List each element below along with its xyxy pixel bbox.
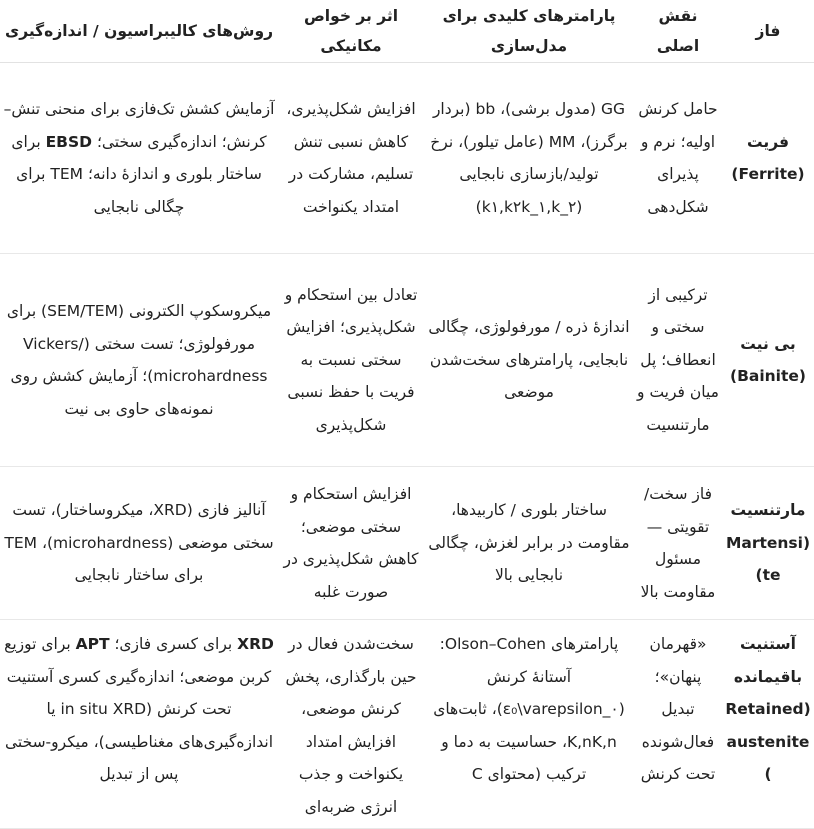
cell-params: ساختار بلوری / کاربیدها، مقاومت در برابر لغزش، چگالی نابجایی بالا — [424, 467, 634, 620]
header-row — [0, 0, 814, 63]
cell-calib: میکروسکوپ الکترونی (SEM/TEM) برای مورفولوژی؛ تست سختی (Vickers/ microhardness)؛ آزمایش کشش روی نمونه‌های حاوی بی نیت — [0, 254, 278, 467]
calib-bold-term: XRD — [237, 635, 274, 653]
header-role: نقش اصلی — [634, 0, 722, 63]
table-header — [0, 0, 814, 63]
cell-phase: مارتنسیت (Martensite) — [722, 467, 814, 620]
cell-calib: آنالیز فازی (XRD، میکروساختار)، تست سختی موضعی (microhardness)، TEM برای ساختار نابجایی — [0, 467, 278, 620]
calib-bold-term: APT — [75, 635, 110, 653]
cell-mech: افزایش استحکام و سختی موضعی؛ کاهش شکل‌پذیری در صورت غلبه — [278, 467, 424, 620]
table-row-ferrite — [0, 63, 814, 254]
cell-calib — [0, 63, 278, 254]
calib-text: آزمایش کشش تک‌فازی برای منحنی تنش–کرنش؛ اندازه‌گیری سختی؛ — [3, 100, 275, 151]
table-row-bainite — [0, 254, 814, 467]
header-calib: روش‌های کالیبراسیون / اندازه‌گیری — [0, 0, 278, 63]
calib-text: برای کسری فازی؛ — [109, 635, 238, 653]
header-params: پارامترهای کلیدی برای مدل‌سازی — [424, 0, 634, 63]
cell-mech: افزایش شکل‌پذیری، کاهش نسبی تنش تسلیم، مشارکت در امتداد یکنواخت — [278, 63, 424, 254]
cell-params: پارامترهای Olson–Cohen: آستانهٔ کرنش (ε₀\varepsilon_۰)، ثابت‌های K,nK,n، حساسیت به دما و ترکیب (محتوای C — [424, 620, 634, 829]
cell-params: اندازهٔ ذره / مورفولوژی، چگالی نابجایی، پارامترهای سخت‌شدن موضعی — [424, 254, 634, 467]
header-mech: اثر بر خواص مکانیکی — [278, 0, 424, 63]
cell-calib — [0, 620, 278, 829]
cell-mech: تعادل بین استحکام و شکل‌پذیری؛ افزایش سختی نسبت به فریت با حفظ نسبی شکل‌پذیری — [278, 254, 424, 467]
table-row-martensite — [0, 467, 814, 620]
cell-role: «قهرمان پنهان»؛ تبدیل فعال‌شونده تحت کرنش — [634, 620, 722, 829]
cell-phase: فریت (Ferrite) — [722, 63, 814, 254]
cell-params: GG (مدول برشی)، bb (بردار برگرز)، MM (عامل تیلور)، نرخ تولید/بازسازی نابجایی (k۱,k۲k_۱,k_۲) — [424, 63, 634, 254]
calib-text: برای توزیع کربن موضعی؛ اندازه‌گیری کسری آستنیت تحت کرنش (in situ XRD یا اندازه‌گیری‌های مغناطیسی)، میکرو-سختی پس از تبدیل — [4, 635, 274, 783]
cell-phase: بی نیت (Bainite) — [722, 254, 814, 467]
header-phase: فاز — [722, 0, 814, 63]
table-row-retained-austenite — [0, 620, 814, 829]
cell-role: فاز سخت/ تقویتی — مسئول مقاومت بالا — [634, 467, 722, 620]
cell-mech: سخت‌شدن فعال در حین بارگذاری، پخش کرنش موضعی، افزایش امتداد یکنواخت و جذب انرژی ضربه‌ای — [278, 620, 424, 829]
cell-role: ترکیبی از سختی و انعطاف؛ پل میان فریت و مارتنسیت — [634, 254, 722, 467]
calib-bold-term: EBSD — [45, 132, 93, 151]
cell-phase: آستنیت باقیمانده (Retained austenite) — [722, 620, 814, 829]
cell-role: حامل کرنش اولیه؛ نرم و پذیرای شکل‌دهی — [634, 63, 722, 254]
calib-text: برای ساختار بلوری و اندازهٔ دانه؛ TEM برای چگالی نابجایی — [11, 132, 262, 216]
